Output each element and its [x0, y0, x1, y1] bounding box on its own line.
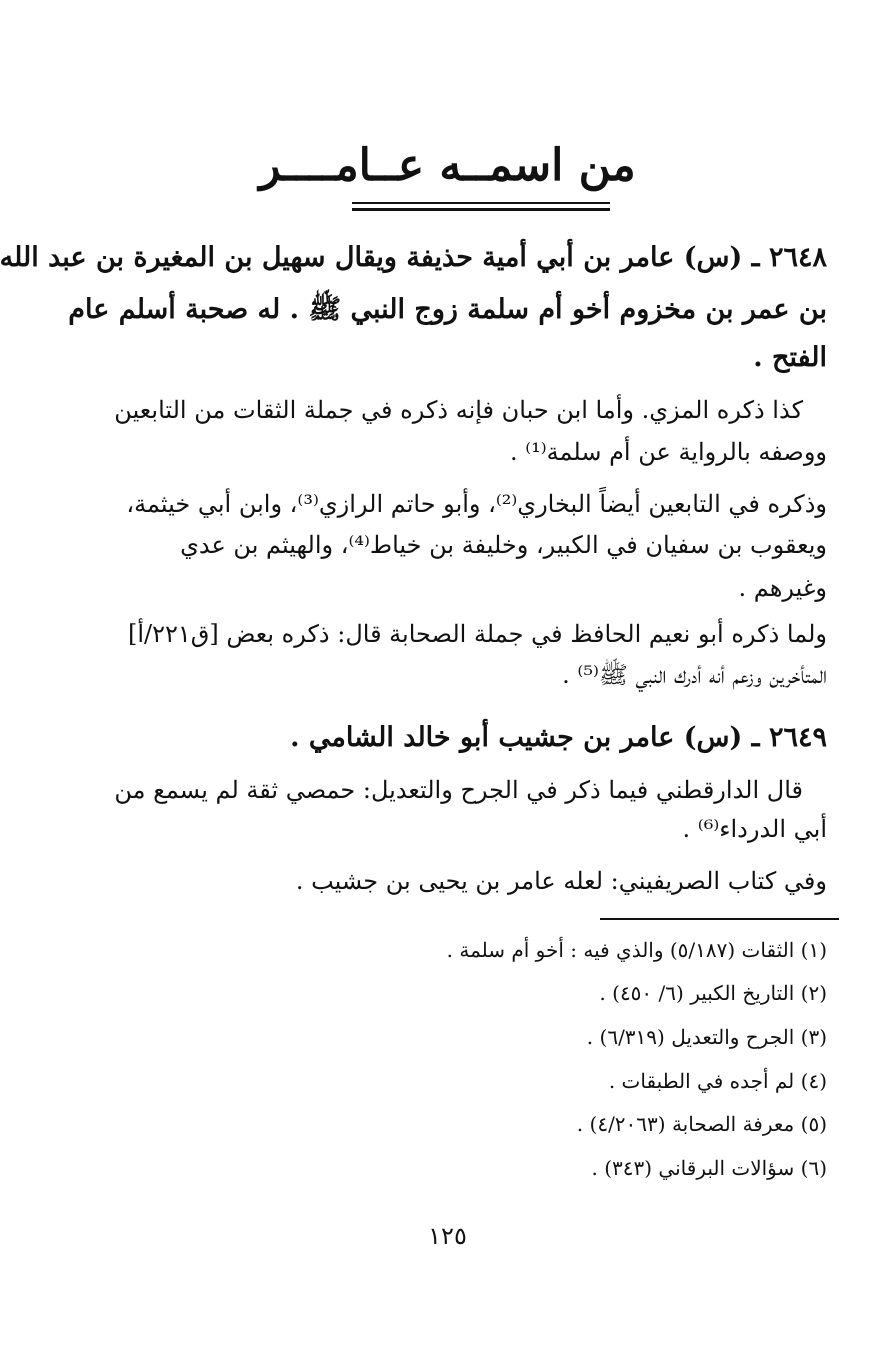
page-number: ١٢٥ — [428, 1222, 467, 1250]
paragraph-2-line-2: ويعقوب بن سفيان في الكبير، وخليفة بن خياط⁽⁴⁾، والهيثم بن عدي — [180, 531, 827, 559]
paragraph-3-line-2: المتأخرين وزعم أنه أدرك النبي ﷺ⁽⁵⁾ . — [562, 661, 827, 689]
title-underline — [352, 202, 610, 204]
title-underline-thick — [352, 208, 610, 211]
footnote-separator — [600, 918, 839, 920]
paragraph-3-line-1: ولما ذكره أبو نعيم الحافظ في جملة الصحابة قال: ذكره بعض [ق٢٢١/أ] — [127, 620, 827, 648]
footnote-4: (٤) لم أجده في الطبقات . — [608, 1069, 827, 1093]
entry-2648-line-1: ٢٦٤٨ ـ (س) عامر بن أبي أمية حذيفة ويقال سهيل بن المغيرة بن عبد الله — [0, 242, 827, 273]
paragraph-2-line-3: وغيرهم . — [738, 574, 827, 602]
entry-2648-line-2: بن عمر بن مخزوم أخو أم سلمة زوج النبي ﷺ . له صحبة أسلم عام — [68, 294, 827, 325]
entry-2648-line-3: الفتح . — [753, 342, 827, 373]
footnote-6: (٦) سؤالات البرقاني (٣٤٣) . — [591, 1156, 827, 1180]
paragraph-1-line-1: كذا ذكره المزي. وأما ابن حبان فإنه ذكره في جملة الثقات من التابعين — [114, 396, 803, 424]
footnote-2: (٢) التاريخ الكبير (٦/ ٤٥٠) . — [599, 981, 827, 1005]
paragraph-4-line-1: قال الدارقطني فيما ذكر في الجرح والتعديل: حمصي ثقة لم يسمع من — [114, 776, 803, 804]
entry-2649-line-1: ٢٦٤٩ ـ (س) عامر بن جشيب أبو خالد الشامي . — [290, 722, 827, 753]
footnote-1: (١) الثقات (٥/١٨٧) والذي فيه : أخو أم سلمة . — [446, 938, 827, 962]
paragraph-5-line-1: وفي كتاب الصريفيني: لعله عامر بن يحيى بن جشيب . — [295, 867, 827, 895]
footnote-5: (٥) معرفة الصحابة (٤/٢٠٦٣) . — [576, 1112, 827, 1136]
paragraph-2-line-1: وذكره في التابعين أيضاً البخاري⁽²⁾، وأبو حاتم الرازي⁽³⁾، وابن أبي خيثمة، — [126, 490, 827, 518]
section-title: من اسمــه عــامــــر — [259, 140, 636, 191]
paragraph-1-line-2: ووصفه بالرواية عن أم سلمة⁽¹⁾ . — [509, 438, 827, 466]
footnote-3: (٣) الجرح والتعديل (٦/٣١٩) . — [586, 1025, 827, 1049]
paragraph-4-line-2: أبي الدرداء⁽⁶⁾ . — [682, 815, 827, 843]
